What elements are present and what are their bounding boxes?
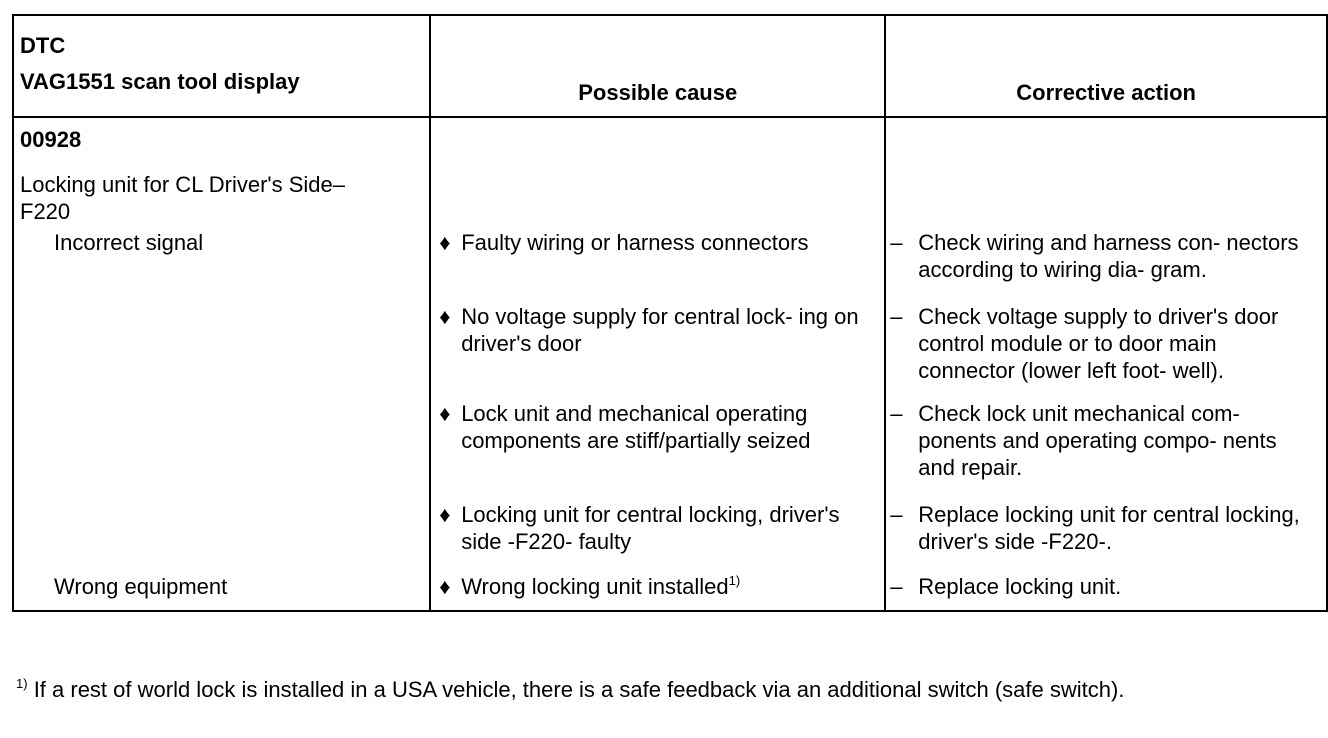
action-cell xyxy=(885,573,1327,611)
action-text: Check wiring and harness con- nectors according to wiring dia- gram. xyxy=(918,230,1299,282)
cause-text: Locking unit for central locking, driver's side -F220- faulty xyxy=(461,502,840,554)
action-text: Check lock unit mechanical com- ponents and operating compo- nents and repair. xyxy=(918,401,1277,480)
action-text: Replace locking unit. xyxy=(918,574,1122,599)
symptom-cell xyxy=(13,400,430,501)
table-row xyxy=(13,501,1327,573)
footnote-ref: 1) xyxy=(728,573,741,588)
table-row xyxy=(13,400,1327,501)
dtc-component: Locking unit for CL Driver's Side–F220 xyxy=(20,172,345,224)
symptom-cell xyxy=(13,573,430,611)
dash-icon: – xyxy=(890,574,903,599)
symptom-cell xyxy=(13,501,430,573)
bullet-icon: ♦ xyxy=(439,401,451,426)
action-text: Check voltage supply to driver's door control module or to door main connector (lower left foot- well). xyxy=(918,304,1279,383)
cause-cell xyxy=(430,225,885,303)
footnote xyxy=(16,676,1316,703)
dash-icon: – xyxy=(890,304,903,329)
dtc-code: 00928 xyxy=(20,127,82,152)
bullet-icon: ♦ xyxy=(439,304,451,329)
dash-icon: – xyxy=(890,230,903,255)
cause-text: Wrong locking unit installed xyxy=(461,574,729,599)
table-header-row xyxy=(13,15,1327,117)
symptom-cell xyxy=(13,303,430,400)
action-cell xyxy=(885,303,1327,400)
symptom-cell xyxy=(13,225,430,303)
bullet-icon: ♦ xyxy=(439,230,451,255)
bullet-icon: ♦ xyxy=(439,502,451,527)
dash-icon: – xyxy=(890,502,903,527)
action-cell xyxy=(885,225,1327,303)
dash-icon: – xyxy=(890,401,903,426)
cause-cell xyxy=(430,303,885,400)
action-text: Replace locking unit for central locking, driver's side -F220-. xyxy=(918,502,1300,554)
table-row xyxy=(13,117,1327,225)
dtc-table xyxy=(12,14,1328,612)
footnote-marker: 1) xyxy=(16,676,28,691)
dtc-description-cell xyxy=(13,117,430,225)
footnote-text: If a rest of world lock is installed in a USA vehicle, there is a safe feedback via an additional switch (safe switch). xyxy=(33,677,1125,702)
header-display: VAG1551 scan tool display xyxy=(20,69,300,94)
cause-text: Lock unit and mechanical operating components are stiff/partially seized xyxy=(461,401,811,453)
header-dtc: DTC xyxy=(20,33,66,58)
cause-cell xyxy=(430,501,885,573)
header-dtc-cell xyxy=(13,15,430,117)
symptom-text: Wrong equipment xyxy=(54,574,228,599)
table-row xyxy=(13,573,1327,611)
symptom-text: Incorrect signal xyxy=(54,230,204,255)
action-cell xyxy=(885,400,1327,501)
cause-cell xyxy=(430,400,885,501)
header-cause: Possible cause xyxy=(430,15,885,117)
table-row xyxy=(13,303,1327,400)
cause-text: Faulty wiring or harness connectors xyxy=(461,230,809,255)
cause-text: No voltage supply for central lock- ing on driver's door xyxy=(461,304,859,356)
bullet-icon: ♦ xyxy=(439,574,451,599)
table-row xyxy=(13,225,1327,303)
header-action: Corrective action xyxy=(885,15,1327,117)
action-cell xyxy=(885,501,1327,573)
cause-cell xyxy=(430,573,885,611)
